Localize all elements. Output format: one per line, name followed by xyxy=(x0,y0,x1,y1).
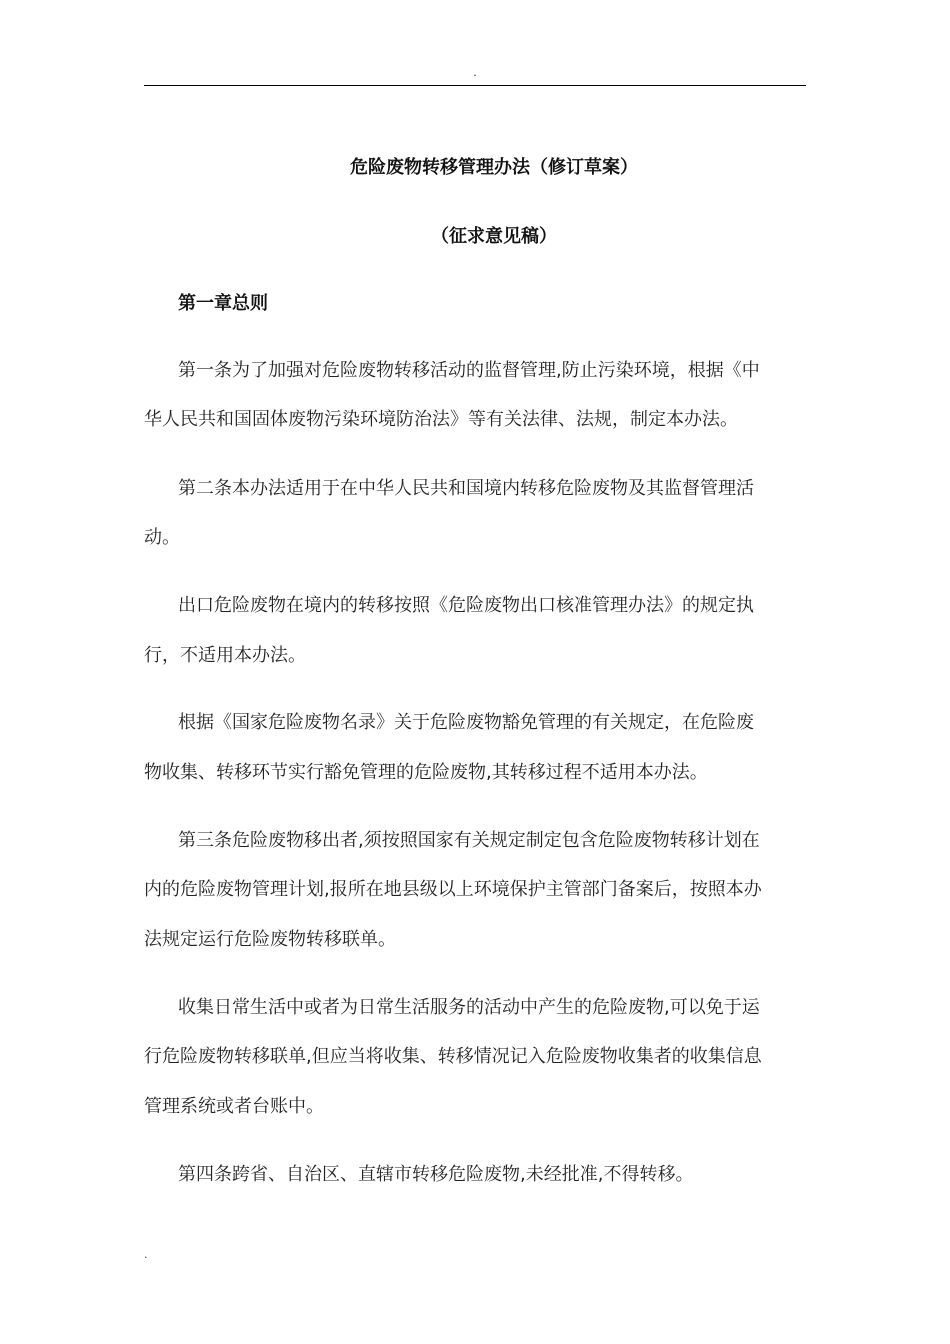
paragraph-line: 出口危险废物在境内的转移按照《危险废物出口核准管理办法》的规定执 xyxy=(178,595,754,616)
paragraph-line: 物收集、转移环节实行豁免管理的危险废物,其转移过程不适用本办法。 xyxy=(144,762,708,783)
paragraph-line: 法规定运行危险废物转移联单。 xyxy=(144,929,396,950)
paragraph-line: 行危险废物转移联单,但应当将收集、转移情况记入危险废物收集者的收集信息 xyxy=(144,1046,762,1067)
paragraph-line: 第一条为了加强对危险废物转移活动的监督管理,防止污染环境，根据《中 xyxy=(178,360,760,381)
paragraph-line: 华人民共和国固体废物污染环境防治法》等有关法律、法规，制定本办法。 xyxy=(144,409,738,430)
paragraph-line: 第二条本办法适用于在中华人民共和国境内转移危险废物及其监督管理活 xyxy=(178,478,754,499)
document-title: 危险废物转移管理办法（修订草案） xyxy=(350,157,638,178)
paragraph-line: 行，不适用本办法。 xyxy=(144,645,306,666)
paragraph-line: 根据《国家危险废物名录》关于危险废物豁免管理的有关规定，在危险废 xyxy=(178,712,754,733)
document-subtitle: （征求意见稿） xyxy=(431,226,557,247)
chapter-heading: 第一章总则 xyxy=(178,293,268,314)
paragraph-line: 管理系统或者台账中。 xyxy=(144,1096,324,1117)
header-rule xyxy=(144,85,806,86)
paragraph-line: 第三条危险废物移出者,须按照国家有关规定制定包含危险废物转移计划在 xyxy=(178,830,760,851)
footer-dot-mark: . xyxy=(144,1248,148,1261)
paragraph-line: 动。 xyxy=(144,527,180,548)
paragraph-line: 收集日常生活中或者为日常生活服务的活动中产生的危险废物,可以免于运 xyxy=(178,997,760,1018)
paragraph-line: 第四条跨省、自治区、直辖市转移危险废物,未经批准,不得转移。 xyxy=(178,1164,694,1185)
paragraph-line: 内的危险废物管理计划,报所在地县级以上环境保护主管部门备案后，按照本办 xyxy=(144,879,762,900)
header-dot-mark: . xyxy=(473,66,477,79)
